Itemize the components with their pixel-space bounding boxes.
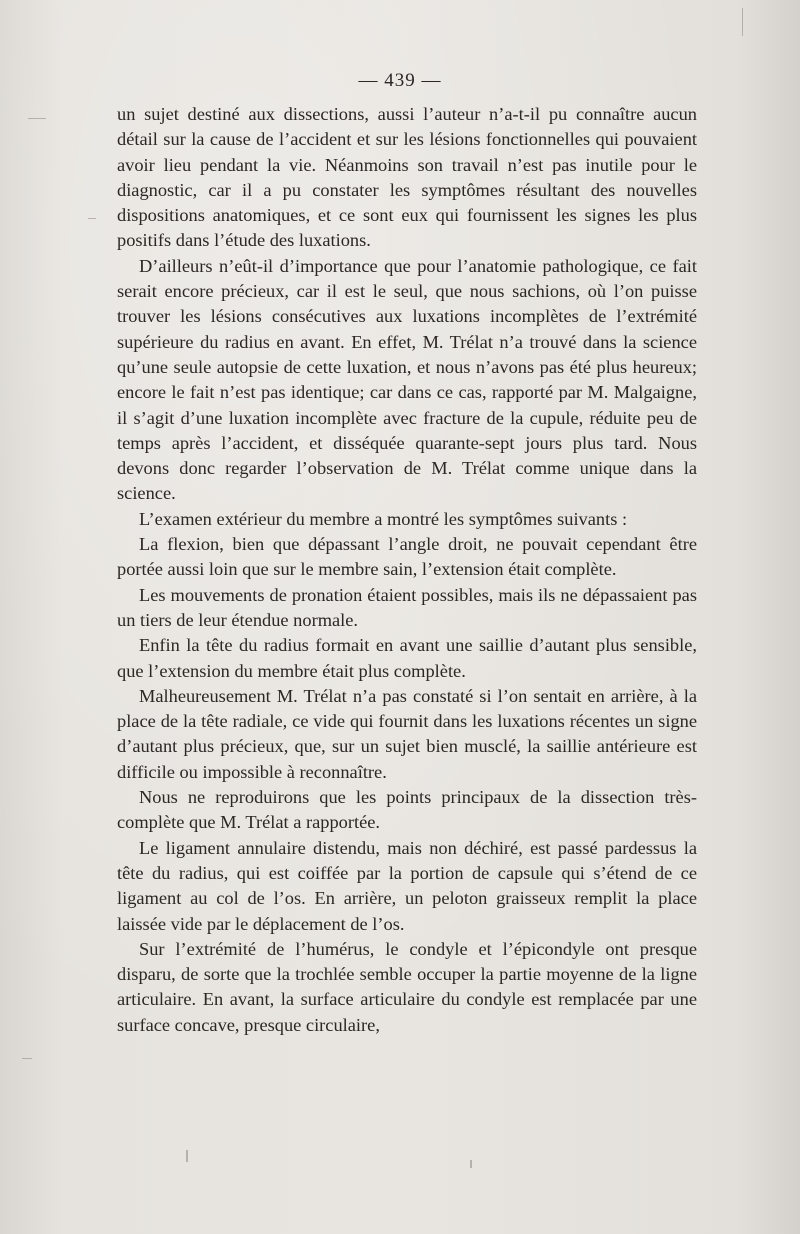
scan-mark [186,1150,188,1162]
paragraph-4: La flexion, bien que dépassant l’angle droit, ne pouvait cependant être portée aussi loin que sur le membre sain, l’extension était complète. [117,534,697,580]
page-number: — 439 — [358,70,442,91]
paragraph-5: Les mouvements de pronation étaient possibles, mais ils ne dépassaient pas un tiers de leur étendue normale. [117,584,697,630]
paragraph-10: Sur l’extrémité de l’humérus, le condyle et l’épicondyle ont presque disparu, de sorte que la trochlée semble occuper la partie moyenne de la ligne articulaire. En avant, la surface articulaire du condyle est remplacée par une surface concave, presque circulaire, [117,938,697,1035]
paragraph-1: un sujet destiné aux dissections, aussi l’auteur n’a-t-il pu connaître aucun détail sur la cause de l’accident et sur les lésions fonctionnelles qui pouvaient avoir lieu pendant la vie. Néanmoins son travail n’est pas inutile pour le diagnostic, car il a pu constater les symptômes résultant des nouvelles dispositions anatomiques, et ce sont eux qui fournissent les signes les plus positifs dans l’étude des luxations. [117,104,697,251]
paragraph-8: Nous ne reproduirons que les points principaux de la dissection très-complète que M. Trélat a rapportée. [117,787,697,833]
paragraph-2: D’ailleurs n’eût-il d’importance que pour l’anatomie pathologique, ce fait serait encore précieux, car il est le seul, que nous sachions, où l’on puisse trouver les lésions consécutives aux luxations incomplètes de l’extrémité supérieure du radius en avant. En effet, M. Trélat n’a trouvé dans la science qu’une seule autopsie de cette luxation, et nous n’avons pas été plus heureux; encore le fait n’est pas identique; car dans ce cas, rapporté par M. Malgaigne, il s’agit d’une luxation incomplète avec fracture de la cupule, réduite peu de temps après l’accident, et disséquée quarante-sept jours plus tard. Nous devons donc regarder l’observation de M. Trélat comme unique dans la science. [117,255,697,504]
paragraph-3: L’examen extérieur du membre a montré les symptômes suivants : [139,508,628,529]
scan-mark [22,1058,32,1059]
paragraph-9: Le ligament annulaire distendu, mais non déchiré, est passé pardessus la tête du radius, qui est coiffée par la portion de capsule qui s’étend de ce ligament au col de l’os. En arrière, un peloton graisseux remplit la place laissée vide par le déplacement de l’os. [117,837,697,934]
paragraph-7: Malheureusement M. Trélat n’a pas constaté si l’on sentait en arrière, à la place de la tête radiale, ce vide qui fournit dans les luxations récentes un signe d’autant plus précieux, que, sur un sujet bien musclé, la saillie antérieure est difficile ou impossible à reconnaître. [117,685,697,782]
scan-mark [28,118,46,119]
scan-mark [88,218,96,219]
scan-mark [470,1160,472,1168]
scan-mark [742,8,743,36]
paragraph-6: Enfin la tête du radius formait en avant une saillie d’autant plus sensible, que l’extension du membre était plus complète. [117,635,697,681]
body-text [117,102,697,1038]
